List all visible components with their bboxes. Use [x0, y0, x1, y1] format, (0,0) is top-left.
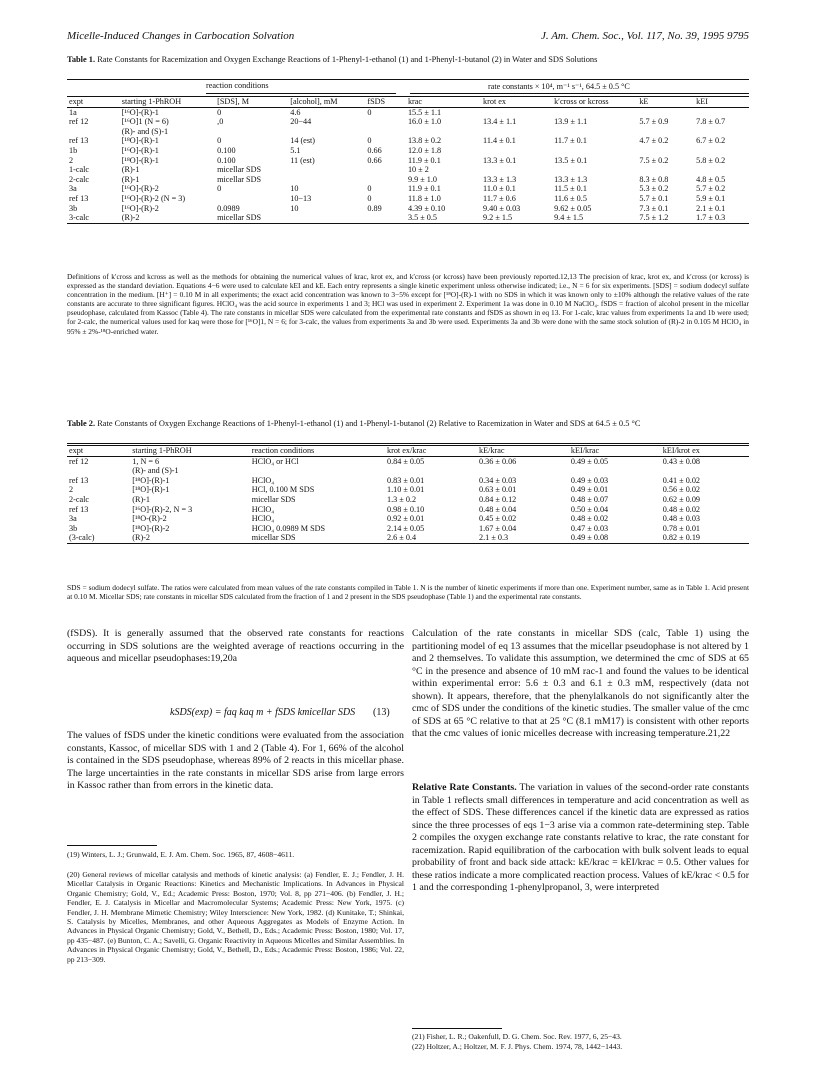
- table1-cell: 2-calc: [69, 174, 89, 184]
- table1-cell: 10: [290, 184, 299, 194]
- table2-row: [67, 495, 749, 505]
- table2-cell: 0.83 ± 0.01: [387, 475, 425, 485]
- table2-cell: HClO₄: [251, 514, 275, 524]
- table2-cell: HClO₄ or HCl: [251, 456, 299, 466]
- table1-cell: 8.3 ± 0.8: [639, 174, 669, 184]
- table1-cell: 5.1: [290, 145, 301, 155]
- table2-cell: 1.67 ± 0.04: [479, 523, 517, 533]
- right-footnote-rule: [412, 1028, 502, 1029]
- table2-cell: (R)-2: [130, 533, 249, 543]
- table1-cell: (R)-1: [121, 165, 140, 175]
- table2-cell: HCl, 0.100 M SDS: [251, 485, 315, 495]
- table1-col-header: krac: [406, 97, 481, 108]
- table2-cell: 0.84 ± 0.05: [387, 456, 425, 466]
- table2-cell: [477, 466, 569, 476]
- table1-cell: [215, 194, 288, 204]
- table1-col-header: kEI: [694, 97, 749, 108]
- table1-cell: 13.5 ± 0.1: [554, 155, 588, 165]
- table1-row: [67, 165, 749, 175]
- table2-label: Table 2.: [67, 419, 96, 428]
- table1-cell: 13.3 ± 1.3: [554, 174, 588, 184]
- table2-row: [67, 456, 749, 466]
- table2-cell: 0.43 ± 0.08: [662, 456, 701, 466]
- table2-caption: [67, 419, 749, 429]
- table1-cell: 1-calc: [69, 165, 89, 175]
- table1-cell: 16.0 ± 1.0: [407, 117, 442, 127]
- table2-cell: HClO₄ 0.0989 M SDS: [251, 523, 326, 533]
- table2-cell: (R)- and (S)-1: [132, 466, 179, 476]
- table1-cell: 0: [217, 184, 222, 194]
- table2-row: [67, 524, 749, 534]
- table1-cell: [637, 146, 694, 156]
- table2-cell: [661, 466, 749, 476]
- table2-row: [67, 485, 749, 495]
- table2-cell: 0.49 ± 0.05: [570, 456, 609, 466]
- table1-col-header: kE: [637, 97, 694, 108]
- table2-row: [67, 514, 749, 524]
- table1-cell: [67, 127, 120, 137]
- ref-21: (21) Fisher, L. R.; Oakenfull, D. G. Chem. Soc. Rev. 1977, 6, 25−43.: [412, 1032, 622, 1041]
- table2-cell: HClO₄: [251, 504, 275, 514]
- table1-cell: 11.8 ± 1.0: [407, 193, 441, 203]
- table2-cell: 0.62 ± 0.09: [662, 494, 701, 504]
- table1-cell: ref 13: [69, 136, 89, 146]
- table1-cell: 4.6: [290, 107, 301, 117]
- table1-cell: (R)- and (S)-1: [121, 126, 169, 136]
- table1-cell: 10: [290, 203, 299, 213]
- table1-cell: 9.9 ± 1.0: [407, 174, 437, 184]
- table1-cell: 0: [367, 184, 372, 194]
- table1-cell: 7.3 ± 0.1: [639, 203, 669, 213]
- table2-footnote: SDS = sodium dodecyl sulfate. The ratios were calculated from mean values of the rate constants compiled in Table 1. N is the number of kinetic experiments if more than one. Experiment number, same as in Table 1. Acid present at 0.10 M. Micellar SDS; rate constants in micellar SDS calculated from the fraction of 1 and 2 present in the SDS pseudophase (Table 1) and the experimental rate constants.: [67, 583, 749, 602]
- table1-cell: 11.9 ± 0.1: [407, 155, 441, 165]
- table1-cell: 0.89: [367, 203, 382, 213]
- table2-cell: 3b: [69, 523, 78, 533]
- ref-19: (19) Winters, L. J.; Grunwald, E. J. Am. Chem. Soc. 1965, 87, 4608−4611.: [67, 850, 295, 859]
- table1-cell: 0.66: [367, 145, 382, 155]
- table1-cell: 10 ± 2: [407, 165, 429, 175]
- table1-cell: 13.3 ± 1.3: [483, 174, 517, 184]
- table2-cell: 0.56 ± 0.02: [662, 485, 701, 495]
- running-header: [67, 30, 749, 42]
- table1-row: [67, 107, 749, 117]
- table1-conditions-rule: [206, 93, 396, 94]
- table1-cell: [481, 165, 552, 175]
- table2-col-header: krot ex/krac: [385, 446, 477, 457]
- table1-cell: 5.8 ± 0.2: [696, 155, 726, 165]
- table1-col-header: starting 1-PhROH: [120, 97, 215, 108]
- table1-cell: 11.6 ± 0.5: [554, 193, 587, 203]
- table2-cell: 0.48 ± 0.02: [662, 504, 701, 514]
- table1-cell: ,0: [217, 117, 224, 127]
- table2-col-header: reaction conditions: [250, 446, 385, 457]
- table1-cell: [481, 107, 552, 117]
- table2-col-header: kE/krac: [477, 446, 569, 457]
- table1-row: [67, 146, 749, 156]
- table1-cell: 10−13: [290, 193, 312, 203]
- table1-cell: 11 (est): [290, 155, 315, 165]
- table1-cell: 11.0 ± 0.1: [483, 184, 516, 194]
- table2-cell: 0.34 ± 0.03: [479, 475, 517, 485]
- table1-cell: 7.5 ± 1.2: [637, 213, 694, 223]
- table1-cell: [¹⁸O]-(R)-1: [121, 155, 159, 165]
- equation-number: (13): [373, 707, 390, 718]
- table1: [67, 96, 749, 224]
- table1-cell: 1a: [69, 107, 77, 117]
- left-footnote-rule: [67, 845, 157, 846]
- table1-rates-rule: [410, 93, 749, 94]
- table2-cell: 0.41 ± 0.02: [662, 475, 701, 485]
- table1-cell: [552, 165, 637, 175]
- table1-cell: [365, 127, 406, 137]
- table1-cell: 5.3 ± 0.2: [639, 184, 669, 194]
- table1-row: [67, 136, 749, 146]
- table2-cell: 0.82 ± 0.19: [661, 533, 749, 543]
- table2-cell: 0.49 ± 0.08: [569, 533, 661, 543]
- table2-caption-text: Rate Constants of Oxygen Exchange Reactions of 1-Phenyl-1-ethanol (1) and 1-Phenyl-1-butanol (2) Relative to Racemization in Water and SDS at 64.5 ± 0.5 °C: [97, 419, 641, 428]
- table2-cell: ref 13: [69, 504, 89, 514]
- table1-cell: [¹⁶O]-(R)-2: [121, 184, 159, 194]
- table1-cell: 0.66: [367, 155, 382, 165]
- table1-cell: 3a: [69, 184, 77, 194]
- table1-cell: 5.7 ± 0.1: [639, 193, 669, 203]
- table1-cell: 11.7 ± 0.6: [483, 193, 516, 203]
- table1-cell: 1b: [69, 145, 78, 155]
- table1-cell: [365, 117, 406, 127]
- table1-col-header: [alcohol], mM: [288, 97, 365, 108]
- table1-cell: [365, 175, 406, 185]
- table1-cell: 3-calc: [67, 213, 120, 223]
- right-para-1: Calculation of the rate constants in micellar SDS (calc, Table 1) using the partitioning model of eq 13 assumes that the micellar pseudophase is not altered by 1 and 2 themselves. To validate this assumption, we determined the cmc of SDS at 65 °C in the presence and absence of 10 mM rac-1 and found the values to be identical within experimental error: 5.6 ± 0.3 and 6.1 ± 0.3 mM, respectively (data not shown). It appears, therefore, that the phenylalkanols do not significantly alter the cmc of SDS under the conditions of the kinetic studies. The smaller value of the cmc of SDS at 65 °C relative to that at 25 °C (8.1 mM17) is consistent with other reports that the cmc values of ionic micelles decrease with increasing temperature.21,22: [412, 628, 749, 739]
- table1-cell: 9.4 ± 1.5: [552, 213, 637, 223]
- table1-cell: [637, 127, 694, 137]
- table1-cell: 3b: [69, 203, 78, 213]
- table1-cell: 7.5 ± 0.2: [639, 155, 669, 165]
- table1-cell: 4.8 ± 0.5: [696, 174, 726, 184]
- table1-cell: 0.0989: [217, 203, 240, 213]
- table2-cell: 0.98 ± 0.10: [387, 504, 425, 514]
- table2-cell: ref 12: [69, 456, 89, 466]
- table1-row: [67, 156, 749, 166]
- table1-cell: 2.1 ± 0.1: [696, 203, 726, 213]
- table2-cell: [385, 466, 477, 476]
- table1-footnote: Definitions of k′cross and kcross as well as the methods for obtaining the numerical values of krac, krot ex, and k′cross (or kcross) have been previously reported.12,13 The precision of krac, krot ex, and k′cross (or kcross) is expressed as the standard deviation. Equations 4−6 were used to calculate kEI and kE. Each entry represents a single kinetic experiment unless otherwise indicated; i.e., N = 6 for six experiments. [SDS] = sodium dodecyl sulfate concentration in the medium. [H⁺] = 0.10 M in all experiments; the exact acid concentration was known to 3−5% except for [¹⁸O]-(R)-1 with no SDS in which it was known only to ±10% although the relative values of the rate constants are accurate to three significant figures. HClO₄ was the acid source in experiments 1 and 3; HCl was used in experiment 2. Experiment 1a was done in 0.10 M NaClO₄. fSDS = fraction of alcohol present in the micellar pseudophase, calculated from Kassoc (Table 4). The rate constants in micellar SDS were calculated from the experimental rate constants and fSDS as shown in eq 13. For 1-calc, krac values from experiments 1a and 1b were used; for 2-calc, the numerical values used for kaq were those for [¹⁶O]1, N = 6; for 3-calc, the values from experiments 3a and 3b were used. Experiments 3a and 3b were done with the same stock solution of (R)-2 in 0.105 M HClO₄ in 95% ± 2%-¹⁸O-enriched water.: [67, 272, 749, 336]
- table1-cell: 11.5 ± 0.1: [554, 184, 587, 194]
- table2-col-header: expt: [67, 446, 130, 457]
- ref-20: (20) General reviews of micellar catalysis and methods of kinetic analysis: (a) Fendler, E. J.; Fendler, J. H. Micellar Catalysis in Organic Reactions: Kinetics and Mechanistic Implications. In Advances in Physical Organic Chemistry; Gold, V., Ed.; Academic Press: Boston, 1970; Vol. 8, pp 271−406. (b) Fendler, J. H.; Fendler, E. J. Catalysis in Micellar and Macromolecular Systems; Academic Press: New York, 1975. (c) Fendler, J. H. Membrane Mimetic Chemistry; Wiley Interscience: New York, 1982. (d) Kunitake, T.; Shinkai, S. Catalysis by Micelles, Membranes, and other Aqueous Aggregates as Models of Enzyme Action. In Advances in Physical Organic Chemistry; Gold, V., Bethell, D., Eds.; Academic Press: Boston, 1980; Vol. 17, pp 435−487. (e) Bunton, C. A.; Savelli, G. Organic Reactivity in Aqueous Micelles and Similar Assemblies. In Advances in Physical Organic Chemistry; Gold, V., Bethell, D., Eds.; Academic Press: Boston, 1986; Vol. 22, pp 213−309.: [67, 870, 404, 964]
- table1-cell: [¹⁶O]-(R)-1: [121, 145, 159, 155]
- table1-caption: [67, 55, 749, 65]
- table1-cell: ref 12: [69, 117, 89, 127]
- table1-cell: [694, 107, 749, 117]
- table2-cell: 2: [69, 485, 74, 495]
- table1-cell: [¹⁶O]-(R)-2: [121, 203, 159, 213]
- table1-group-rates: rate constants × 10⁴, m⁻¹ s⁻¹, 64.5 ± 0.5 °C: [488, 82, 630, 91]
- table1-cell: 4.39 ± 0.10: [407, 203, 446, 213]
- table1-cell: 5.9 ± 0.1: [696, 193, 726, 203]
- table2-cell: 1.3 ± 0.2: [387, 494, 417, 504]
- table1-cell: 13.4 ± 1.1: [483, 117, 517, 127]
- table1-cell: 3.5 ± 0.5: [406, 213, 481, 223]
- table1-cell: [¹⁶O]-(R)-1: [121, 107, 159, 117]
- table1-cell: 0: [367, 193, 372, 203]
- table1-cell: [215, 127, 288, 137]
- table2-cell: [¹⁸O-(R)-2: [132, 514, 167, 524]
- table2-cell: [¹⁶O]-(R)-2, N = 3: [132, 504, 193, 514]
- table1-row: [67, 184, 749, 194]
- table2-row: [67, 476, 749, 486]
- table2-col-header: starting 1-PhROH: [130, 446, 249, 457]
- table2-cell: (R)-1: [132, 494, 150, 504]
- table1-cell: [365, 165, 406, 175]
- equation-13: kSDS(exp) = faq kaq m + fSDS kmicellar SDS: [170, 707, 356, 718]
- table2-cell: ref 13: [69, 475, 89, 485]
- table1-cell: 9.40 ± 0.03: [483, 203, 521, 213]
- table2-row: [67, 533, 749, 543]
- table2-cell: 0.48 ± 0.07: [570, 494, 609, 504]
- table2-cell: micellar SDS: [251, 494, 296, 504]
- table1-cell: 2: [69, 155, 74, 165]
- table2-col-header: kEI/krac: [569, 446, 661, 457]
- section-heading: Relative Rate Constants.: [412, 782, 517, 793]
- table2-cell: 1.10 ± 0.01: [387, 485, 425, 495]
- table1-cell: 11.7 ± 0.1: [554, 136, 587, 146]
- table1-row: [67, 175, 749, 185]
- table1-cell: [694, 165, 749, 175]
- table1-col-header: expt: [67, 97, 120, 108]
- table1-cell: [¹⁸O]-(R)-1: [121, 136, 159, 146]
- table2-cell: 2.6 ± 0.4: [385, 533, 477, 543]
- table2-cell: 0.78 ± 0.01: [662, 523, 701, 533]
- left-para-2: The values of fSDS under the kinetic conditions were evaluated from the association constants, Kassoc, of micellar SDS with 1 and 2 (Table 4). For 1, 66% of the alcohol is contained in the SDS pseudophase, whereas 89% of 2 reacts in this micellar phase. The large uncertainties in the rate constants in micellar SDS arise from large errors in Kassoc rather than from errors in the kinetic data.: [67, 730, 404, 791]
- table1-cell: (R)-2: [120, 213, 215, 223]
- table1-cell: [481, 127, 552, 137]
- table1-cell: [481, 146, 552, 156]
- table1-cell: 11.9 ± 0.1: [407, 184, 441, 194]
- table1-col-header: [SDS], M: [215, 97, 288, 108]
- table2-cell: 0.92 ± 0.01: [387, 514, 425, 524]
- table1-cell: 11.4 ± 0.1: [483, 136, 516, 146]
- table2-cell: 2.1 ± 0.3: [477, 533, 569, 543]
- table2-cell: 0.47 ± 0.03: [570, 523, 609, 533]
- table1-row: [67, 117, 749, 127]
- header-left: Micelle-Induced Changes in Carbocation Solvation: [67, 30, 295, 42]
- table2-cell: 0.49 ± 0.01: [570, 485, 609, 495]
- table1-row: [67, 194, 749, 204]
- table1-cell: 12.0 ± 1.8: [407, 145, 442, 155]
- header-right: J. Am. Chem. Soc., Vol. 117, No. 39, 1995 9795: [541, 30, 749, 42]
- table2-cell: [¹⁸O]-(R)-1: [132, 485, 170, 495]
- table2-cell: 0.49 ± 0.03: [570, 475, 609, 485]
- table2-cell: [569, 466, 661, 476]
- table1-cell: 13.9 ± 1.1: [554, 117, 588, 127]
- table1-group-conditions: reaction conditions: [206, 81, 269, 90]
- table2-cell: [250, 466, 385, 476]
- table2-cell: 0.48 ± 0.04: [479, 504, 517, 514]
- table1-cell: 7.8 ± 0.7: [696, 117, 726, 127]
- right-para-2-text: The variation in values of the second-order rate constants in Table 1 reflects small differences in temperature and acid concentration as well as the effect of SDS. These differences cancel if the kinetic data are expressed as ratios since the three processes of eqs 1−3 arise via a common rate-determining step. Table 2 compiles the oxygen exchange rate constants relative to krac, the rate constant for racemization. Rapid equilibration of the carbocation with bulk solvent leads to equal probability of front and back side attack: kE/krac = kEI/krac = 0.5. Other values for these ratios indicate a more complicated reaction process. Values of kE/krac < 0.5 for 1 and the corresponding 1-phenylpropanol, 3, were interpreted: [412, 782, 750, 893]
- table2-cell: 0.50 ± 0.04: [570, 504, 609, 514]
- table1-cell: [406, 127, 481, 137]
- table1-cell: [694, 146, 749, 156]
- table2-cell: [67, 466, 130, 476]
- table1-row: [67, 204, 749, 214]
- table1-cell: 0: [367, 107, 372, 117]
- table1-cell: [637, 165, 694, 175]
- table1-col-header: k′cross or kcross: [552, 97, 637, 108]
- table1-cell: 4.7 ± 0.2: [639, 136, 669, 146]
- table2-cell: 0.36 ± 0.06: [479, 456, 517, 466]
- table2-cell: [¹⁸O]-(R)-2: [132, 523, 170, 533]
- table1-cell: micellar SDS: [217, 165, 262, 175]
- table2-cell: 2.14 ± 0.05: [387, 523, 425, 533]
- table1-cell: [288, 213, 365, 223]
- table2-col-header: kEI/krot ex: [661, 446, 749, 457]
- table1-cell: micellar SDS: [217, 174, 262, 184]
- table1-cell: micellar SDS: [215, 213, 288, 223]
- table2-cell: 0.48 ± 0.03: [662, 514, 701, 524]
- table2-cell: 0.84 ± 0.12: [479, 494, 517, 504]
- table2-cell: micellar SDS: [250, 533, 385, 543]
- table1-cell: ref 13: [69, 193, 89, 203]
- table2-row: [67, 466, 749, 476]
- table1-row: [67, 127, 749, 137]
- table1-cell: [637, 107, 694, 117]
- table1-cell: 13.8 ± 0.2: [407, 136, 442, 146]
- table1-cell: 5.7 ± 0.2: [696, 184, 726, 194]
- table1-col-header: krot ex: [481, 97, 552, 108]
- table1-cell: 14 (est): [290, 136, 316, 146]
- table1-label: Table 1.: [67, 55, 96, 64]
- left-para-1: (fSDS). It is generally assumed that the observed rate constants for reactions occurring in SDS solutions are the weighted average of reactions occurring in the aqueous and micellar pseudophases:19,20a: [67, 628, 404, 664]
- table1-top-rule: [67, 79, 749, 80]
- table1-cell: 20−44: [290, 117, 312, 127]
- table1-cell: 0.100: [217, 155, 236, 165]
- table1-cell: 0: [217, 107, 222, 117]
- ref-22: (22) Holtzer, A.; Holtzer, M. F. J. Phys. Chem. 1974, 78, 1442−1443.: [412, 1042, 623, 1051]
- table1-cell: 13.3 ± 0.1: [483, 155, 517, 165]
- table2-cell: 1, N = 6: [132, 456, 160, 466]
- table1-cell: 0: [367, 136, 372, 146]
- table1-cell: (R)-1: [121, 174, 140, 184]
- table1-cell: 6.7 ± 0.2: [696, 136, 726, 146]
- table2-cell: 2-calc: [69, 494, 89, 504]
- table1-cell: [552, 127, 637, 137]
- table1-cell: [¹⁶O]1 (N = 6): [121, 117, 169, 127]
- table2-cell: 0.63 ± 0.01: [479, 485, 517, 495]
- table1-cell: [552, 146, 637, 156]
- table2-cell: 0.48 ± 0.02: [570, 514, 609, 524]
- table1-col-header: fSDS: [365, 97, 406, 108]
- table1-caption-text: Rate Constants for Racemization and Oxygen Exchange Reactions of 1-Phenyl-1-ethanol (1) and 1-Phenyl-1-butanol (2) in Water and SDS Solutions: [97, 55, 598, 64]
- table1-cell: 0: [217, 136, 222, 146]
- table1-cell: [288, 175, 365, 185]
- table2-top-rule: [67, 443, 749, 444]
- table1-cell: [552, 107, 637, 117]
- table2-cell: HClO₄: [251, 475, 275, 485]
- table2-row: [67, 505, 749, 515]
- right-para-2: [412, 782, 749, 895]
- table1-cell: 9.2 ± 1.5: [481, 213, 552, 223]
- table1-cell: [¹⁶O]-(R)-2 (N = 3): [121, 193, 186, 203]
- table1-cell: 9.62 ± 0.05: [554, 203, 592, 213]
- table1-cell: [288, 127, 365, 137]
- table1-cell: 1.7 ± 0.3: [694, 213, 749, 223]
- table1-cell: 5.7 ± 0.9: [639, 117, 669, 127]
- table2-cell: (3-calc): [67, 533, 130, 543]
- table1-cell: 0.100: [217, 145, 236, 155]
- table2-cell: 3a: [69, 514, 77, 524]
- table1-cell: [365, 213, 406, 223]
- table1-cell: [288, 165, 365, 175]
- table2-cell: [¹⁸O]-(R)-1: [132, 475, 170, 485]
- table1-row: [67, 213, 749, 223]
- table2: [67, 445, 749, 544]
- table2-cell: 0.45 ± 0.02: [479, 514, 517, 524]
- table1-cell: 15.5 ± 1.1: [407, 107, 442, 117]
- table1-cell: [694, 127, 749, 137]
